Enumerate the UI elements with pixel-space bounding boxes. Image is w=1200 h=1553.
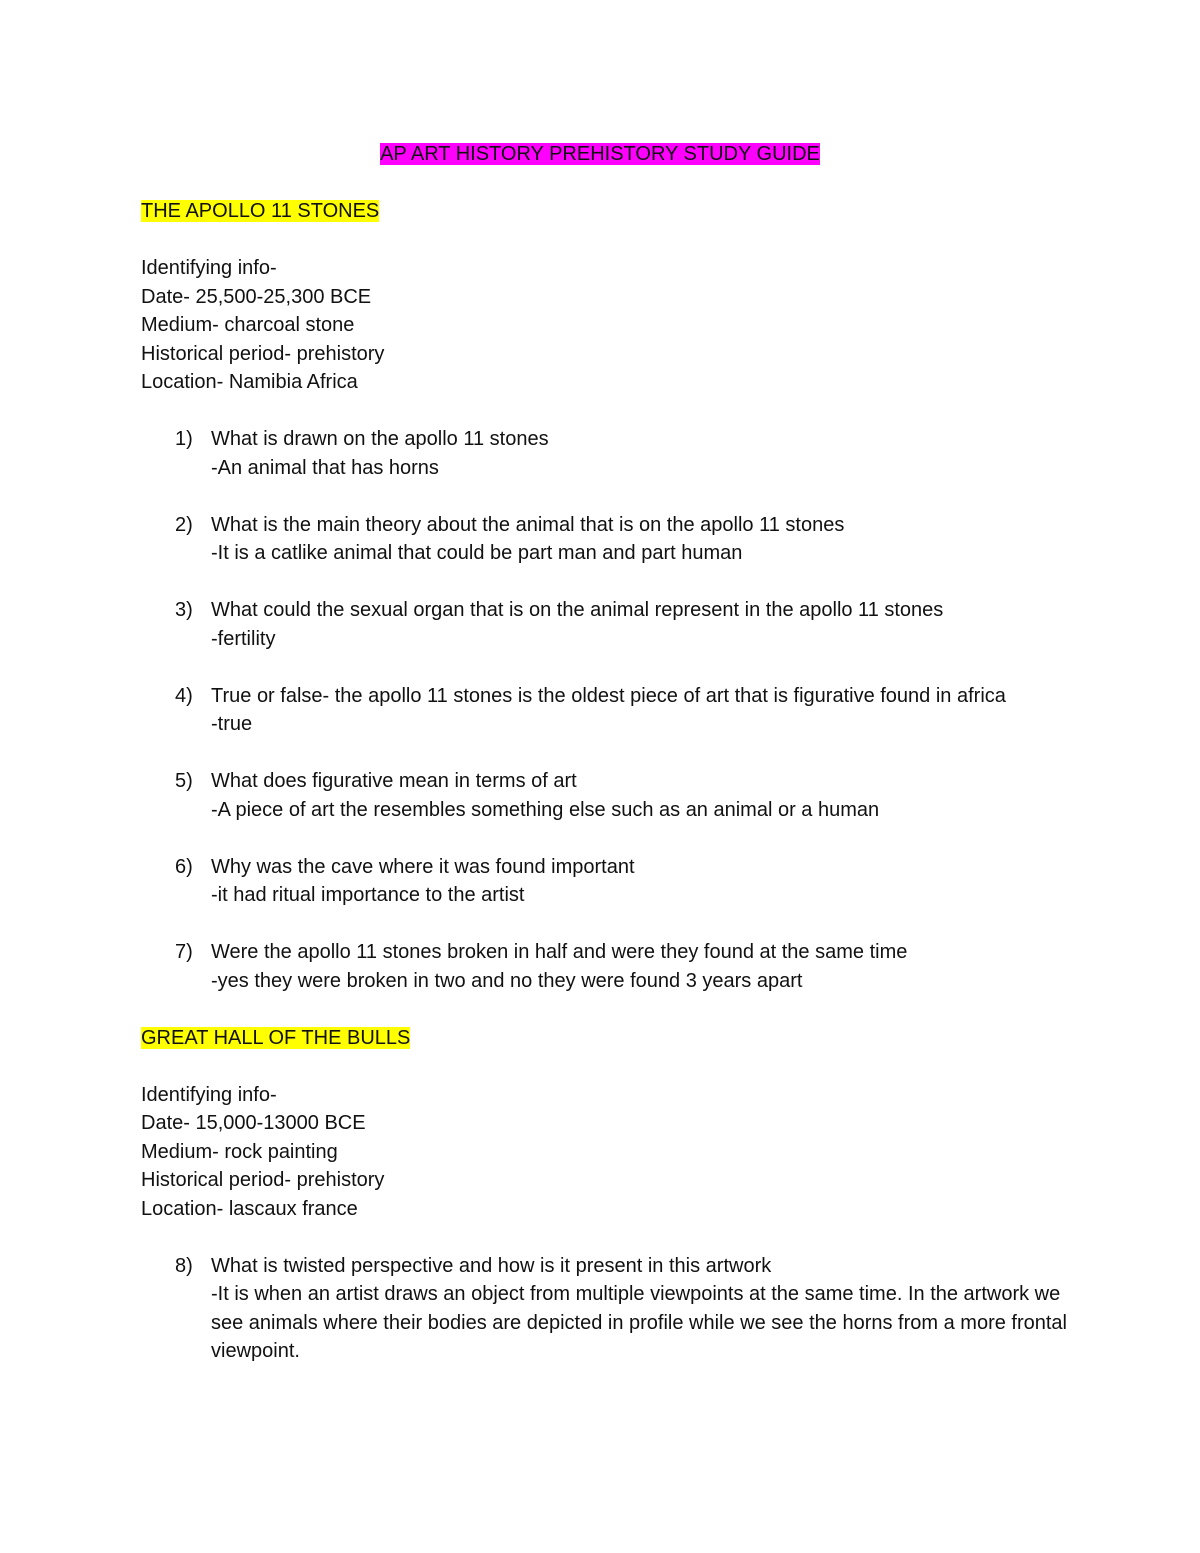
info-date: Date- 15,000-13000 BCE xyxy=(141,1112,366,1134)
section-heading xyxy=(141,197,1200,226)
question-list xyxy=(141,425,1071,995)
info-medium: Medium- rock painting xyxy=(141,1140,338,1163)
answer-text: -fertility xyxy=(211,627,276,650)
answer-text: -It is a catlike animal that could be part man and part human xyxy=(211,542,743,564)
question-number: 3) xyxy=(175,599,193,621)
list-item xyxy=(141,511,1071,568)
question-number: 5) xyxy=(175,770,193,792)
answer-text: -yes they were broken in two and no they were found 3 years apart xyxy=(211,969,803,992)
title-row xyxy=(0,140,1200,169)
identifying-info-block xyxy=(141,254,1200,397)
list-item xyxy=(141,425,1071,482)
question-text: Why was the cave where it was found important xyxy=(211,855,635,878)
identifying-info-block xyxy=(141,1081,1200,1224)
question-number: 8) xyxy=(175,1254,193,1277)
answer-text: -true xyxy=(211,713,253,735)
question-text: True or false- the apollo 11 stones is the oldest piece of art that is figurative found in africa xyxy=(211,684,1006,707)
section-heading xyxy=(141,1024,1200,1053)
list-item xyxy=(141,767,1071,824)
answer-text: -A piece of art the resembles something else such as an animal or a human xyxy=(211,798,880,821)
list-item xyxy=(141,853,1071,910)
question-number: 4) xyxy=(175,684,193,707)
info-location: Location- lascaux france xyxy=(141,1197,358,1220)
question-text: What could the sexual organ that is on the animal represent in the apollo 11 stones xyxy=(211,599,944,621)
section-heading-text: GREAT HALL OF THE BULLS xyxy=(141,1026,411,1049)
question-list xyxy=(141,1252,1071,1366)
page-title: AP ART HISTORY PREHISTORY STUDY GUIDE xyxy=(380,143,820,165)
question-text: What is the main theory about the animal that is on the apollo 11 stones xyxy=(211,513,845,536)
answer-text: -An animal that has horns xyxy=(211,456,439,479)
info-period: Historical period- prehistory xyxy=(141,1169,385,1191)
section-heading-text: THE APOLLO 11 STONES xyxy=(141,200,380,222)
info-line: Identifying info- xyxy=(141,1083,277,1106)
question-number: 1) xyxy=(175,428,193,450)
question-text: What does figurative mean in terms of art xyxy=(211,770,577,792)
info-date: Date- 25,500-25,300 BCE xyxy=(141,285,372,308)
question-number: 6) xyxy=(175,855,193,878)
info-line: Identifying info- xyxy=(141,257,277,279)
question-text: Were the apollo 11 stones broken in half and were they found at the same time xyxy=(211,941,908,963)
answer-text: -it had ritual importance to the artist xyxy=(211,884,525,906)
answer-text: -It is when an artist draws an object from multiple viewpoints at the same time. In the artwork we see animals where their bodies are depicted in profile while we see the horns from a more frontal viewpoint. xyxy=(211,1283,1067,1362)
section-great-hall-of-the-bulls xyxy=(141,1024,1200,1366)
info-period: Historical period- prehistory xyxy=(141,342,385,365)
info-location: Location- Namibia Africa xyxy=(141,371,358,393)
question-number: 2) xyxy=(175,513,193,536)
list-item xyxy=(141,682,1071,739)
list-item xyxy=(141,596,1071,653)
question-text: What is twisted perspective and how is it present in this artwork xyxy=(211,1254,772,1277)
info-medium: Medium- charcoal stone xyxy=(141,314,355,336)
question-number: 7) xyxy=(175,941,193,963)
list-item xyxy=(141,938,1071,995)
question-text: What is drawn on the apollo 11 stones xyxy=(211,428,549,450)
section-apollo-11-stones xyxy=(141,197,1200,995)
list-item xyxy=(141,1252,1071,1366)
